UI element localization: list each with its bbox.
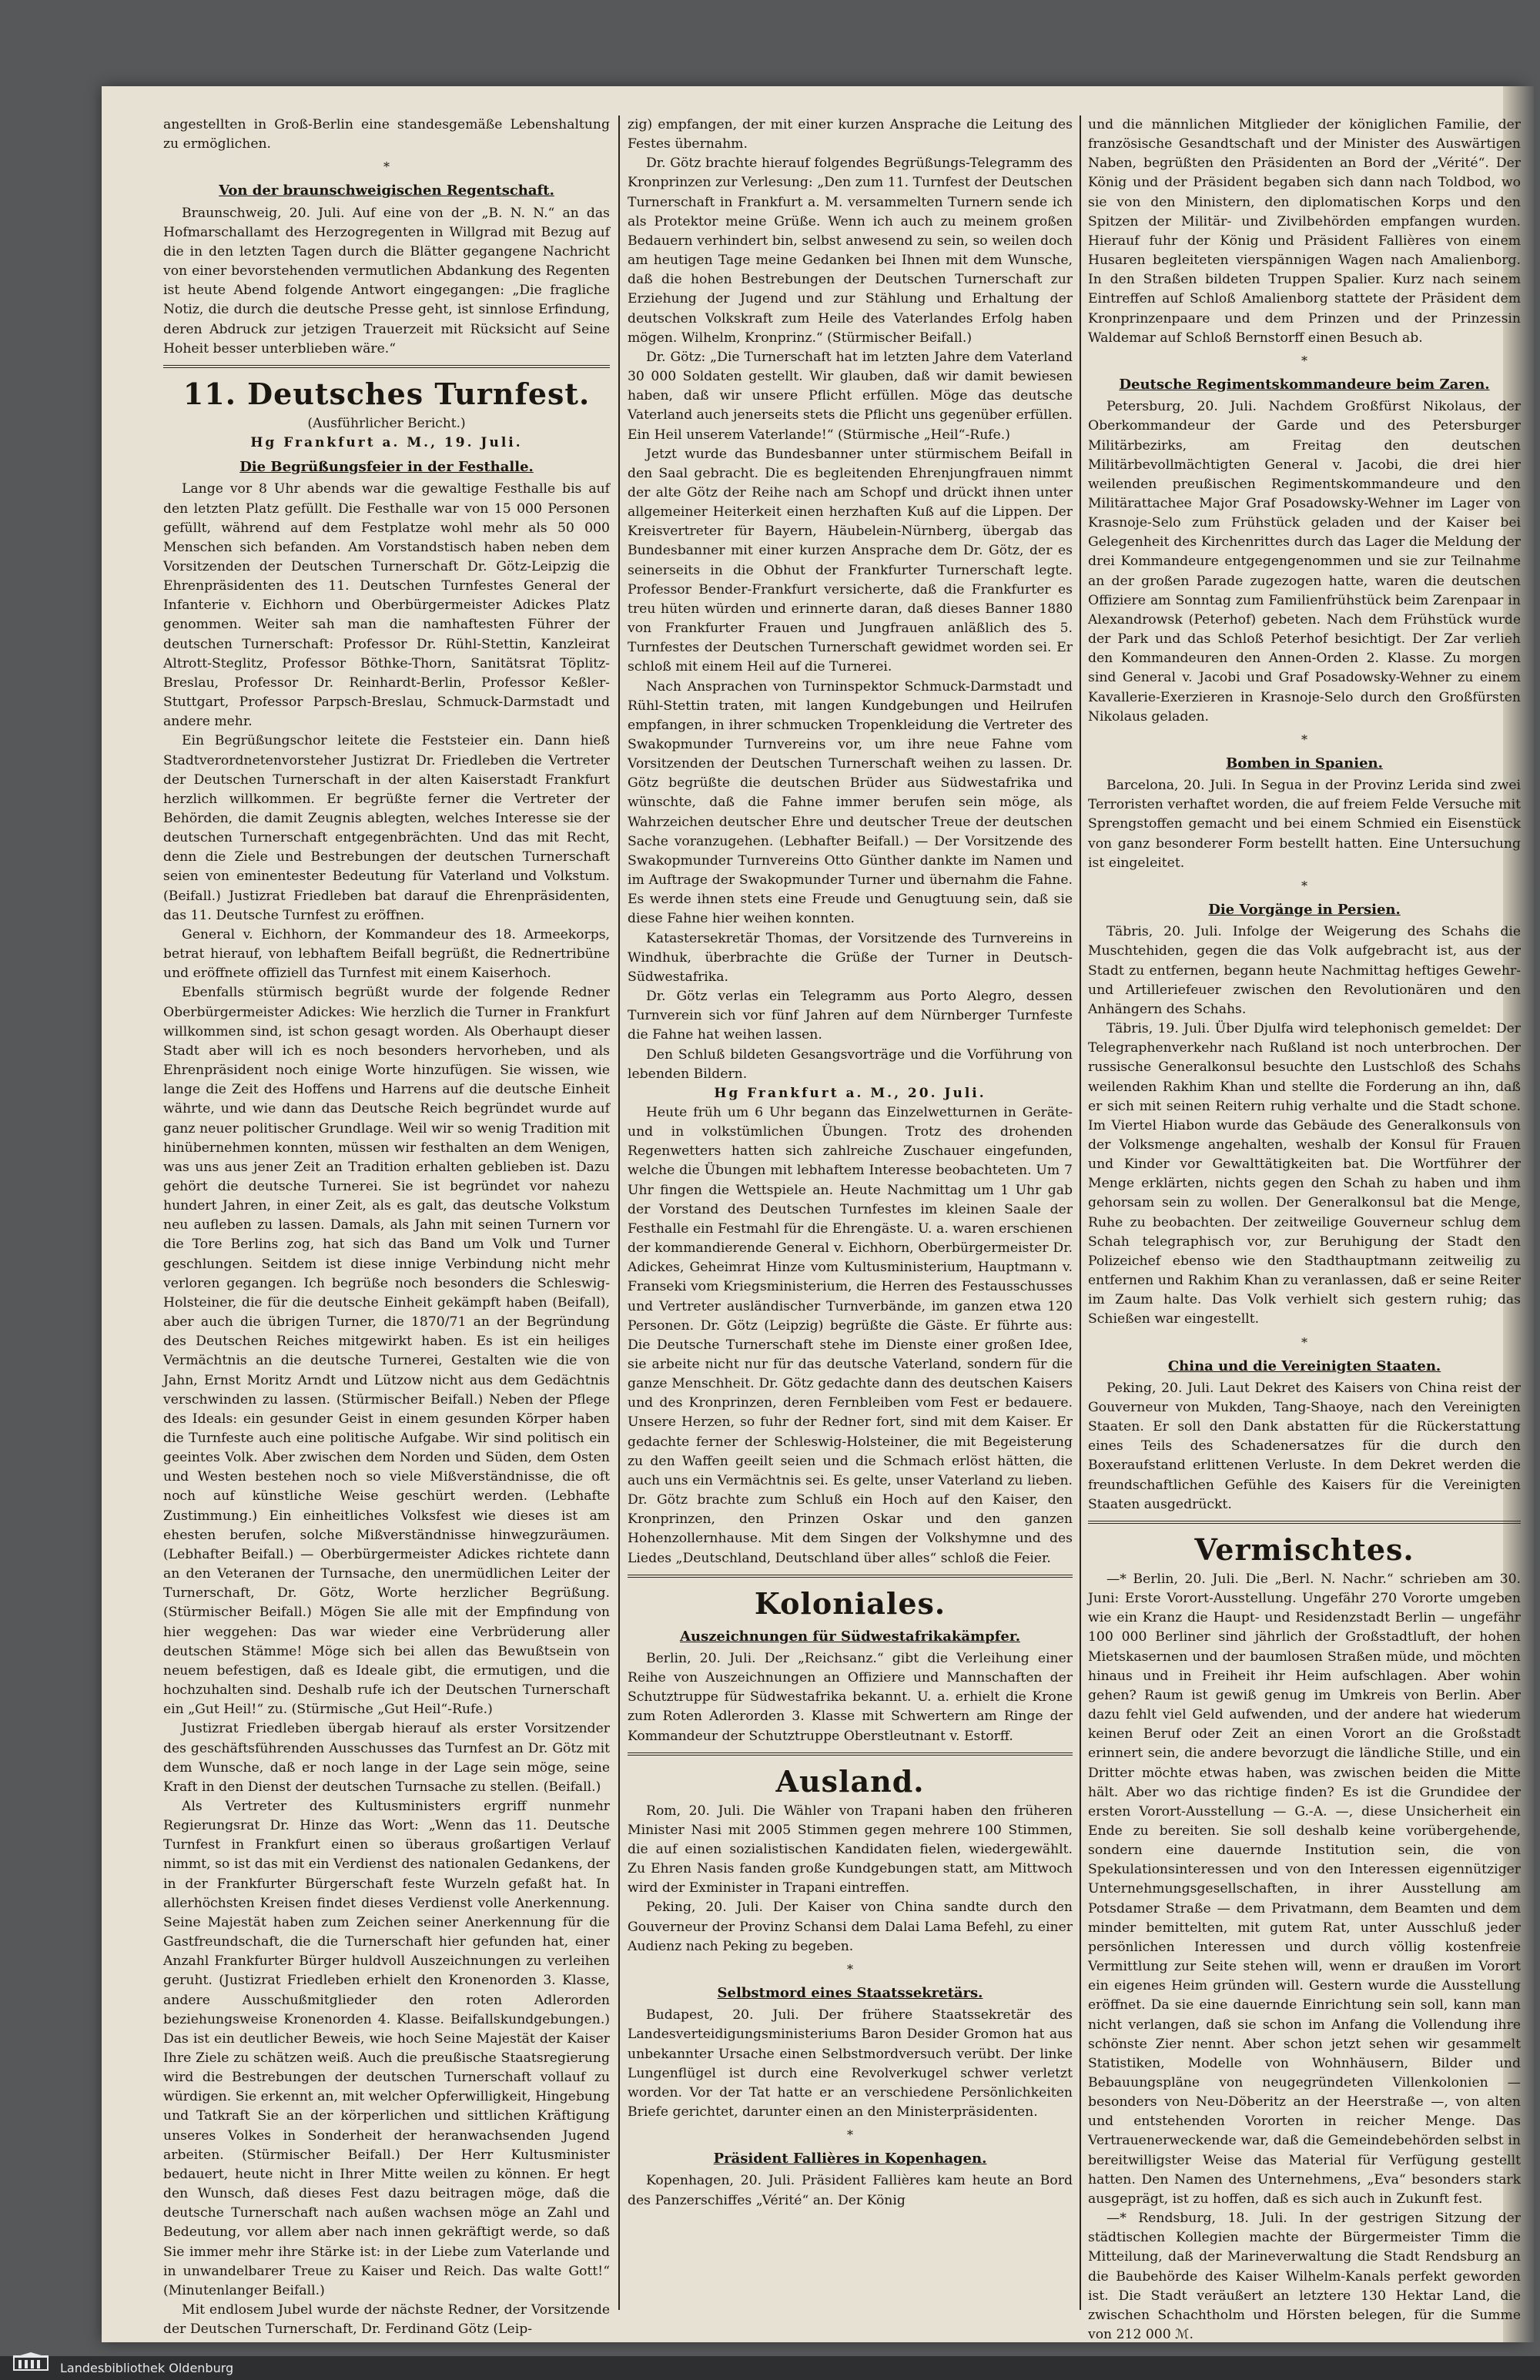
separator-star: * [1301,878,1307,893]
separator-star: * [1301,731,1307,747]
paragraph: Dr. Götz verlas ein Telegramm aus Porto Alegro, dessen Turnverein sich vor fünf Jahren auf dem Nürnberger Turnfeste die Fahne hat weihen lassen. [628,989,1073,1043]
headline: Deutsche Regimentskommandeure beim Zaren. [1119,377,1490,393]
article-title: 11. Deutsches Turnfest. [182,376,591,411]
paragraph: Täbris, 19. Juli. Über Djulfa wird telephonisch gemeldet: Der Telegraphenverkehr nach Rußland ist noch unterbrochen. Der russische Generalkonsul besuchte den Lustschloß des Schahs weilenden Rakhim Khan und stellte die Forderung an ihn, daß er sich mit seinen Reitern ruhig verhalte und die Stadt schone. Im Viertel Hiabon wurde das Gebäude des Generalkonsuls von der Volksmenge angehalten, weshalb der Konsul für Frauen und Kinder vor Gewalttätigkeiten bat. Die Wortführer der Menge erklärten, nichts gegen den Schah zu haben und ihm gehorsam sein zu wollen. Der Generalkonsul bat die Menge, Ruhe zu beobachten. Der zeitweilige Gouverneur schlug dem Schah telegraphisch vor, zur Beruhigung der Stadt den Polizeichef ebenso wie den Stadthauptmann zeitweilig zu entfernen und Rakhim Khan zu veranlassen, daß er seine Reiter im Zaum halte. Das Volk verhielt sich gestern ruhig; das Schießen war eingestellt. [1088,1021,1521,1327]
section-divider [1088,1521,1521,1524]
paragraph: Budapest, 20. Juli. Der frühere Staatssekretär des Landesverteidigungsministeriums Baron Desider Gromon hat aus unbekannter Ursache einen Selbstmordversuch verübt. Der linke Lungenflügel ist durch eine Revolverkugel schwer verletzt worden. Vor der Tat hatte er an verschiedene Persönlichkeiten Briefe gerichtet, darunter einen an den Ministerpräsidenten. [628,2007,1073,2120]
section-title: Ausland. [775,1763,925,1799]
headline: Selbstmord eines Staatssekretärs. [717,1985,983,2002]
dateline: Hg Frankfurt a. M., 19. Juli. [250,435,523,451]
column-rule [618,115,620,2310]
section-divider [163,365,610,368]
paragraph: Lange vor 8 Uhr abends war die gewaltige Festhalle bis auf den letzten Platz gefüllt. Die Festhalle war von 15 000 Personen gefüllt, während auf dem Festplatze wohl mehr als 50 000 Menschen sich befanden. Am Vorstandstisch haben neben dem Vorsitzenden der Deutschen Turnerschaft Dr. Götz-Leipzig die Ehrenpräsidenten des 11. Deutschen Turnfestes General der Infanterie v. Eichhorn und Oberbürgermeister Adickes Platz genommen. Weiter sah man die namhaftesten Führer der deutschen Turnerschaft: Professor Dr. Rühl-Stettin, Kanzleirat Altrott-Steglitz, Professor Böthke-Thorn, Sanitätsrat Töplitz-Breslau, Professor Dr. Reinhardt-Berlin, Professor Keßler-Stuttgart, Professor Parpsch-Breslau, Schmuck-Darmstadt und andere mehr. [163,481,610,730]
paragraph: Kopenhagen, 20. Juli. Präsident Fallières kam heute an Bord des Panzerschiffes „Vérité“ an. Der König [628,2173,1073,2208]
paragraph: Petersburg, 20. Juli. Nachdem Großfürst Nikolaus, der Oberkommandeur der Garde und des Petersburger Militärbezirks, am Freitag den deutschen Militärbevollmächtigten General v. Jacobi, die drei hier weilenden preußischen Regimentskommandeure und den Militärattachee Major Graf Posadowsky-Wehner im Lager von Krasnoje-Selo zum Frühstück geladen und der Kaiser bei Gelegenheit des Kirchenrittes durch das Lager die Meldung der drei Kommandeure entgegengenommen und sie zur Teilnahme an der großen Parade zugezogen hatte, waren die deutschen Offiziere am Sonntag zum Familienfrühstück beim Zarenpaar in Alexandrowsk (Peterhof) gebeten. Nach dem Frühstück wurde der Park und das Schloß Peterhof besichtigt. Der Zar verlieh den Kommandeuren den Annen-Orden 2. Klasse. Zu morgen sind General v. Jacobi und Graf Posadowsky-Wehner zu einem Kavallerie-Exerzieren in Krasnoje-Selo durch den Großfürsten Nikolaus geladen. [1088,399,1521,725]
paragraph: Täbris, 20. Juli. Infolge der Weigerung des Schahs die Muschtehiden, gegen die das Volk aufgebracht ist, aus der Stadt zu entfernen, begann heute Nachmittag heftiges Gewehr- und Artilleriefeuer zwischen den Revolutionären und den Anhängern des Schahs. [1088,924,1521,1017]
paragraph: und die männlichen Mitglieder der königlichen Familie, der französische Gesandtschaft und der Minister des Auswärtigen Naben, begrüßten den Präsidenten an Bord der „Vérité“. Der König und der Präsident begaben sich dann nach Toldbod, wo sie von den Ministern, den diplomatischen Korps und den Spitzen der Militär- und Zivilbehörden empfangen wurden. Hierauf fuhr der König und Präsident Fallières von einem Husaren begleiteten vierspännigen Wagen nach Amalienborg. In den Straßen bildeten Truppen Spalier. Kurz nach seinem Eintreffen auf Schloß Amalienborg stattete der Präsident dem Kronprinzenpaare und dem Prinzen und der Prinzessin Waldemar auf Schloß Bernstorff einen Besuch ab. [1088,117,1521,346]
section-title: Vermischtes. [1194,1531,1414,1567]
section-divider [628,1752,1073,1756]
paragraph: General v. Eichhorn, der Kommandeur des 18. Armeekorps, betrat hierauf, von lebhaftem Beifall begrüßt, die Rednertribüne und eröffnete offiziell das Turnfest mit einem Kaiserhoch. [163,926,610,982]
headline: Die Begrüßungsfeier in der Festhalle. [239,459,534,476]
column-rule [1080,115,1081,2310]
paragraph: Als Vertreter des Kultusministers ergriff nunmehr Regierungsrat Dr. Hinze das Wort: „Wenn das 11. Deutsche Turnfest in Frankfurt einen so überaus großartigen Verlauf nimmt, so ist das mit ein Verdienst des nationalen Gedankens, der in der Frankfurter Bürgerschaft feste Wurzeln gefaßt hat. In allerhöchsten Kreisen findet dieses Verdienst volle Anerkennung. Seine Majestät haben zum Zeichen seiner Anerkennung für die Gastfreundschaft, die die Turnerschaft hier gefunden hat, einer Anzahl Frankfurter Bürger huldvoll Auszeichnungen zu verleihen geruht. (Justizrat Friedleben erhielt den Kronenorden 3. Klasse, andere Ausschußmitglieder den roten Adlerorden beziehungsweise Kronenorden 4. Klasse. Beifallskundgebungen.) Das ist ein deutlicher Beweis, wie hoch Seine Majestät der Kaiser Ihre Ziele zu schätzen weiß. Auch die preußische Staatsregierung wird die Bestrebungen der deutschen Turnerschaft vollauf zu würdigen. Sie erkennt an, mit welcher Opferwilligkeit, Hingebung und Tatkraft Sie an der körperlichen und sittlichen Kräftigung unseres Volkes in Sonderheit der heranwachsenden Jugend arbeiten. (Stürmischer Beifall.) Der Herr Kultusminister bedauert, heute nicht in Ihrer Mitte weilen zu können. Er hegt den Wunsch, daß dieses Fest dazu beitragen möge, daß die deutsche Turnerschaft nach außen wachsen möge an Zahl und Bedeutung, vor allem aber nach innen gekräftigt werde, so daß Sie immer mehr ihre Stärke ist: in der Liebe zum Vaterlande und in unwandelbarer Treue zu Kaiser und Reich. Das walte Gott!“ (Minutenlanger Beifall.) [163,1798,610,2298]
paragraph: —* Berlin, 20. Juli. Die „Berl. N. Nachr.“ schrieben am 30. Juni: Erste Vorort-Ausstellung. Ungefähr 270 Vororte umgeben wie ein Kranz die Haupt- und Residenzstadt Berlin — ungefähr 100 000 Berliner sind jährlich der Großstadtluft, der hohen Mietskasernen und der baumlosen Straßen müde, und möchten hinaus und in Freiheit ihr Heim aufschlagen. Aber wohin gehen? Raum ist gewiß genug im Umkreis von Berlin. Aber dazu fehlt viel Geld aufwenden, und der andere hat wiederum keinen Beruf oder Zeit an einen Vorort an die Großstadt erinnert sein, die andere bevorzugt die ländliche Stille, und ein Dritter möchte etwas haben, was zwischen beiden die Mitte hält. Aber wo das richtige finden? Es ist die Grundidee der ersten Vorort-Ausstellung — G.-A. —, diese Unsicherheit ein Ende zu bereiten. Sie soll deshalb keine vorübergehende, sondern eine dauernde Institution sein, die von Spekulationsinteressen und von den Interessen eigennütziger Unternehmungsgesellschaften, in ihrer Ausstellung am Potsdamer Straße — dem Privatmann, dem Beamten und dem minder bemittelten, mit gutem Rat, unter Ausschluß jeder persönlichen Interessen und durch völlig kostenfreie Vermittlung zur Seite stehen will, wenn er draußen im Vorort ein eigenes Heim gründen will. Gestern wurde die Ausstellung eröffnet. Da sie eine dauernde Einrichtung sein soll, kann man nicht verlangen, daß sie schon im Anfang die Vollendung ihre schönste Zier nennt. Aber schon jetzt sehen wir gesammelt Statistiken, Modelle von Wohnhäusern, Bilder und Bebauungspläne von neugegründeten Villenkolonien — besonders von Neu-Döberitz an der Heerstraße —, von alten und entstehenden Vororten in reicher Menge. Das Vertrauenerweckende war, daß die Gemeindebehörden selbst in bereitwilligster Weise das Material für Verfügung gestellt hatten. Den Namen des Unternehmens, „Eva“ besonders stark ausgeprägt, ist zu hoffen, daß es sich auch in Zukunft fest. [1088,1571,1521,2207]
headline: Von der braunschweigischen Regentschaft. [219,182,554,199]
section-title: Koloniales. [754,1585,946,1621]
paragraph: Peking, 20. Juli. Laut Dekret des Kaisers von China reist der Gouverneur von Mukden, Tang-Shaoye, nach den Vereinigten Staaten. Er soll den Dank abstatten für die Rückerstattung eines Teils des Schadenersatzes für die durch den Boxeraufstand erlittenen Verluste. In dem Dekret werden die freundschaftlichen Gefühle des Kaisers für die Vereinigten Staaten ausgedrückt. [1088,1380,1521,1512]
separator-star: * [383,159,390,175]
dateline: Hg Frankfurt a. M., 20. Juli. [714,1085,986,1101]
paragraph: Dr. Götz brachte hierauf folgendes Begrüßungs-Telegramm des Kronprinzen zur Verlesung: „Den zum 11. Turnfest der Deutschen Turnerschaft in Frankfurt a. M. versammelten Turnern sende ich als Protektor meine Grüße. Wenn ich auch zu meinem großen Bedauern verhindert bin, selbst anwesend zu sein, so weilen doch am heutigen Tage meine Gedanken bei Ihnen mit dem Wunsche, daß die hohen Bestrebungen der Deutschen Turnerschaft zur Erziehung der Jugend und zur Stählung und Erhaltung der deutschen Volkskraft zum Heile des Vaterlandes Erfolg haben mögen. Wilhelm, Kronprinz.“ (Stürmischer Beifall.) [628,156,1073,346]
viewer-footer [0,2356,1540,2380]
library-name: Landesbibliothek Oldenburg [60,2361,234,2375]
column-2 [628,115,1073,2333]
paragraph: Rom, 20. Juli. Die Wähler von Trapani haben den früheren Minister Nasi mit 2005 Stimmen gegen mehrere 100 Stimmen, die auf einen sozialistischen Kandidaten fielen, wiedergewählt. Zu Ehren Nasis fanden große Kundgebungen statt, am Mittwoch wird der Exminister in Trapani eintreffen. [628,1803,1073,1896]
paragraph: Mit endlosem Jubel wurde der nächste Redner, der Vorsitzende der Deutschen Turnerschaft, Dr. Ferdinand Götz (Leip- [163,2302,610,2338]
paragraph: Ebenfalls stürmisch begrüßt wurde der folgende Redner Oberbürgermeister Adickes: Wie herzlich die Turner in Frankfurt willkommen sind, ist schon gesagt worden. Als Oberhaupt dieser Stadt aber will ich es noch besonders hervorheben, und als Ehrenpräsident noch einige Worte hinzufügen. Sie wissen, wie lange die Zeit des Hoffens und Harrens auf die deutsche Einheit währte, und wie dann das Deutsche Reich begründet wurde auf ganz neuer politischer Grundlage. Weil wir so wenig Tradition mit hinübernehmen konnten, müssen wir festhalten an dem Wenigen, was uns aus jener Zeit an Tradition erhalten geblieben ist. Dazu gehört die deutsche Turnerei. Sie ist begründet vor nahezu hundert Jahren, in einer Zeit, als es galt, das deutsche Volkstum neu aufleben zu lassen. Damals, als Jahn mit seinen Turnern vor die Tore Berlins zog, hat sich das Band um Volk und Turner geschlungen. Seitdem ist diese innige Verbindung nicht mehr verloren gegangen. Ich begrüße noch besonders die Schleswig-Holsteiner, die für die deutsche Einheit gekämpft haben (Beifall), aber auch die übrigen Turner, die 1870/71 an der Begründung des Deutschen Reiches mitgewirkt haben. Es ist ein heiliges Vermächtnis an die deutsche Turnerei, Gestalten wie die von Jahn, Ernst Moritz Arndt und Lützow nicht aus dem Gedächtnis verschwinden zu lassen. (Stürmischer Beifall.) Neben der Pflege des Ideals: ein gesunder Geist in einem gesunden Körper haben die Turnfeste auch eine politische Aufgabe. Wir sind politisch ein geeintes Volk. Aber zwischen dem Norden und Süden, dem Osten und Westen bestehen noch so viele Mißverständnisse, die oft noch auf künstliche Weise geschürt werden. (Lebhafte Zustimmung.) Ein einheitliches Volksfest wie dieses ist am ehesten berufen, solche Mißverständnisse hinwegzuräumen. (Lebhafter Beifall.) — Oberbürgermeister Adickes richtete dann an den Veteranen der Turnsache, den unermüdlichen Leiter der Turnerschaft, Dr. Götz, Worte herzlicher Begrüßung. (Stürmischer Beifall.) Mögen Sie alle mit der Empfindung von hier weggehen: Das war wieder eine Verbrüderung aller deutschen Stämme! Möge sich bei allen das Bewußtsein von neuem befestigen, daß es Ideale gibt, die ermutigen, und die hochzuhalten sind. Deshalb rufe ich der Deutschen Turnerschaft ein „Gut Heil!“ zu. (Stürmische „Gut Heil“-Rufe.) [163,985,610,1718]
column-1 [163,115,610,2341]
paragraph: Katastersekretär Thomas, der Vorsitzende des Turnvereins in Windhuk, überbrachte die Grüße der Turner in Deutsch-Südwestafrika. [628,930,1073,985]
column-3 [1088,115,1521,2343]
article-subtitle: (Ausführlicher Bericht.) [307,415,466,431]
headline: China und die Vereinigten Staaten. [1167,1357,1441,1374]
paragraph: —* Rendsburg, 18. Juli. In der gestrigen Sitzung der städtischen Kollegien machte der Bürgermeister Timm die Mitteilung, daß der Marineverwaltung die Stadt Rendsburg an die Baubehörde des Kaiser Wilhelm-Kanals perfekt geworden ist. Die Stadt veräußert an letztere 130 Hektar Land, die zwischen Schachtholm und Hörsten belegen, für die Summe von 212 000 ℳ. [1088,2211,1521,2343]
headline: Bomben in Spanien. [1226,755,1383,772]
paragraph: Nach Ansprachen von Turninspektor Schmuck-Darmstadt und Rühl-Stettin traten, mit langen Kundgebungen und Heilrufen empfangen, in ihrer schmucken Tropenkleidung die Vertreter des Swakopmunder Turnvereins vor, um ihre neue Fahne vom Vorsitzenden der Deutschen Turnerschaft weihen zu lassen. Dr. Götz begrüßte die deutschen Brüder aus Südwestafrika und wünschte, daß die Fahne immer berufen sein möge, als Wahrzeichen deutscher Ehre und deutscher Treue der deutschen Sache voranzugehen. (Lebhafter Beifall.) — Der Vorsitzende des Swakopmunder Turnvereins Otto Günther dankte im Namen und im Auftrage der Swakopmunder Turner und übernahm die Fahne. Es werde ihnen stets eine Freude und Genugtuung sein, daß sie diese Fahne hier weihen konnten. [628,678,1073,927]
paragraph: Ein Begrüßungschor leitete die Feststeier ein. Dann hieß Stadtverordnetenvorsteher Justizrat Dr. Friedleben die Vertreter der Deutschen Turnerschaft in der alten Kaiserstadt Frankfurt herzlich willkommen. Er begrüßte ferner die Vertreter der Behörden, die damit Zeugnis ablegten, welches Interesse sie der deutschen Turnerschaft entgegenbrächten. Und das mit Recht, denn die Ziele und Bestrebungen der deutschen Turnerschaft seien von eminentester Bedeutung für Vaterland und Volkstum. (Beifall.) Justizrat Friedleben bat darauf die Ehrenpräsidenten, das 11. Deutsche Turnfest zu eröffnen. [163,733,610,923]
paragraph: Peking, 20. Juli. Der Kaiser von China sandte durch den Gouverneur der Provinz Schansi dem Dalai Lama Befehl, zu einer Audienz nach Peking zu begeben. [628,1900,1073,1954]
paragraph: angestellten in Groß-Berlin eine standesgemäße Lebenshaltung zu ermöglichen. [163,117,610,152]
section-divider [628,1575,1073,1578]
paragraph: Berlin, 20. Juli. Der „Reichsanz.“ gibt die Verleihung einer Reihe von Auszeichnungen an Offiziere und Mannschaften der Schutztruppe für Südwestafrika bekannt. U. a. erhielt die Krone zum Roten Adlerorden 3. Klasse mit Schwertern am Ringe der Kommandeur der Schutztruppe Oberstleutnant v. Estorff. [628,1650,1073,1744]
paragraph: Heute früh um 6 Uhr begann das Einzelwetturnen in Geräte- und in volkstümlichen Übungen. Trotz des drohenden Regenwetters hatten sich zahlreiche Zuschauer eingefunden, welche die Übungen mit lebhaftem Interesse beobachteten. Um 7 Uhr fingen die Wettspiele an. Heute Nachmittag um 1 Uhr gab der Vorstand des Deutschen Turnfestes im kleinen Saale der Festhalle ein Festmahl für die Ehrengäste. U. a. waren erschienen der kommandierende General v. Eichhorn, Oberbürgermeister Dr. Adickes, Geheimrat Hinze vom Kultusministerium, Hauptmann v. Franseki vom Kriegsministerium, die Herren des Festausschusses und Vertreter ausländischer Turnverbände, im ganzen etwa 120 Personen. Dr. Götz (Leipzig) begrüßte die Gäste. Er führte aus: Die Deutsche Turnerschaft stehe im Dienste einer großen Idee, sie arbeite nicht nur für das deutsche Vaterland, sondern für die ganze Menschheit. Dr. Götz gedachte dann des deutschen Kaisers und des Kronprinzen, deren Fernbleiben vom Fest er bedauere. Unsere Herzen, so fuhr der Redner fort, sind mit dem Kaiser. Er gedachte ferner der Schleswig-Holsteiner, die mit Begeisterung zu den Waffen geeilt seien und die Schmach erlöst hätten, die auch uns ein Vermächtnis sei. Es gelte, unser Vaterland zu lieben. Dr. Götz brachte zum Schluß ein Hoch auf den Kaiser, den Kronprinzen, den Prinzen Oskar und den ganzen Hohenzollernhause. Mit dem Singen der Volkshymne und des Liedes „Deutschland, Deutschland über alles“ schloß die Feier. [628,1104,1073,1566]
headline: Präsident Fallières in Kopenhagen. [713,2151,987,2167]
separator-star: * [847,1961,853,1977]
separator-star: * [1301,1334,1307,1350]
paragraph: Den Schluß bildeten Gesangsvorträge und die Vorführung von lebenden Bildern. [628,1046,1073,1082]
headline: Auszeichnungen für Südwestafrikakämpfer. [680,1628,1020,1645]
paragraph: Barcelona, 20. Juli. In Segua in der Provinz Lerida sind zwei Terroristen verhaftet worden, die auf freiem Felde Versuche mit Sprengstoffen gemacht und bei einem Schmied ein Eisenstück von ganz besonderer Form bestellt hatten. Eine Untersuchung ist eingeleitet. [1088,778,1521,871]
paragraph: Justizrat Friedleben übergab hierauf als erster Vorsitzender des geschäftsführenden Ausschusses das Turnfest an Dr. Götz mit dem Wunsche, daß er noch lange in der Lage sein möge, seine Kraft in den Dienst der deutschen Turnsache zu stellen. (Beifall.) [163,1721,610,1795]
separator-star: * [1301,353,1307,368]
headline: Die Vorgänge in Persien. [1208,902,1401,919]
paragraph: Braunschweig, 20. Juli. Auf eine von der „B. N. N.“ an das Hofmarschallamt des Herzogregenten in Willgrad mit Bezug auf die in den letzten Tagen durch die Blätter gegangene Nachricht von einer bevorstehenden vermutlichen Abdankung des Regenten ist heute Abend folgende Antwort eingegangen: „Die fragliche Notiz, die durch die deutsche Presse geht, ist sinnlose Erfindung, deren Abdruck zur jetzigen Trauerzeit mit Rücksicht auf Seine Hoheit besser unterblieben wäre.“ [163,205,610,356]
library-logo-icon [11,2352,51,2373]
separator-star: * [847,2127,853,2143]
paragraph: zig) empfangen, der mit einer kurzen Ansprache die Leitung des Festes übernahm. [628,117,1073,152]
paragraph: Dr. Götz: „Die Turnerschaft hat im letzten Jahre dem Vaterland 30 000 Soldaten gestellt. Wir glauben, daß wir damit bewiesen haben, daß wir unsere Pflicht erfüllen. Möge das deutsche Vaterland auch jenerseits stets die Pflicht uns gegenüber erfüllen. Ein Heil unserem Vaterlande!“ (Stürmische „Heil“-Rufe.) [628,349,1073,443]
paragraph: Jetzt wurde das Bundesbanner unter stürmischem Beifall in den Saal gebracht. Die es begleitenden Ehrenjungfrauen nimmt der alte Götz der Reihe nach am Schopf und drückt ihnen unter allgemeiner Heiterkeit einen herzhaften Kuß auf die Lippen. Der Kreisvertreter für Bayern, Häubelein-Nürnberg, übergab das Bundesbanner mit einer kurzen Ansprache dem Dr. Götz, der es seinerseits in die Obhut der Frankfurter Turnerschaft legte. Professor Bender-Frankfurt versicherte, daß die Frankfurter es treu hüten würden und erinnerte daran, daß dieses Banner 1880 von Frankfurter Frauen und Jungfrauen anläßlich des 5. Turnfestes der Deutschen Turnerschaft gewidmet worden sei. Er schloß mit einem Heil auf die Turnerei. [628,446,1073,675]
